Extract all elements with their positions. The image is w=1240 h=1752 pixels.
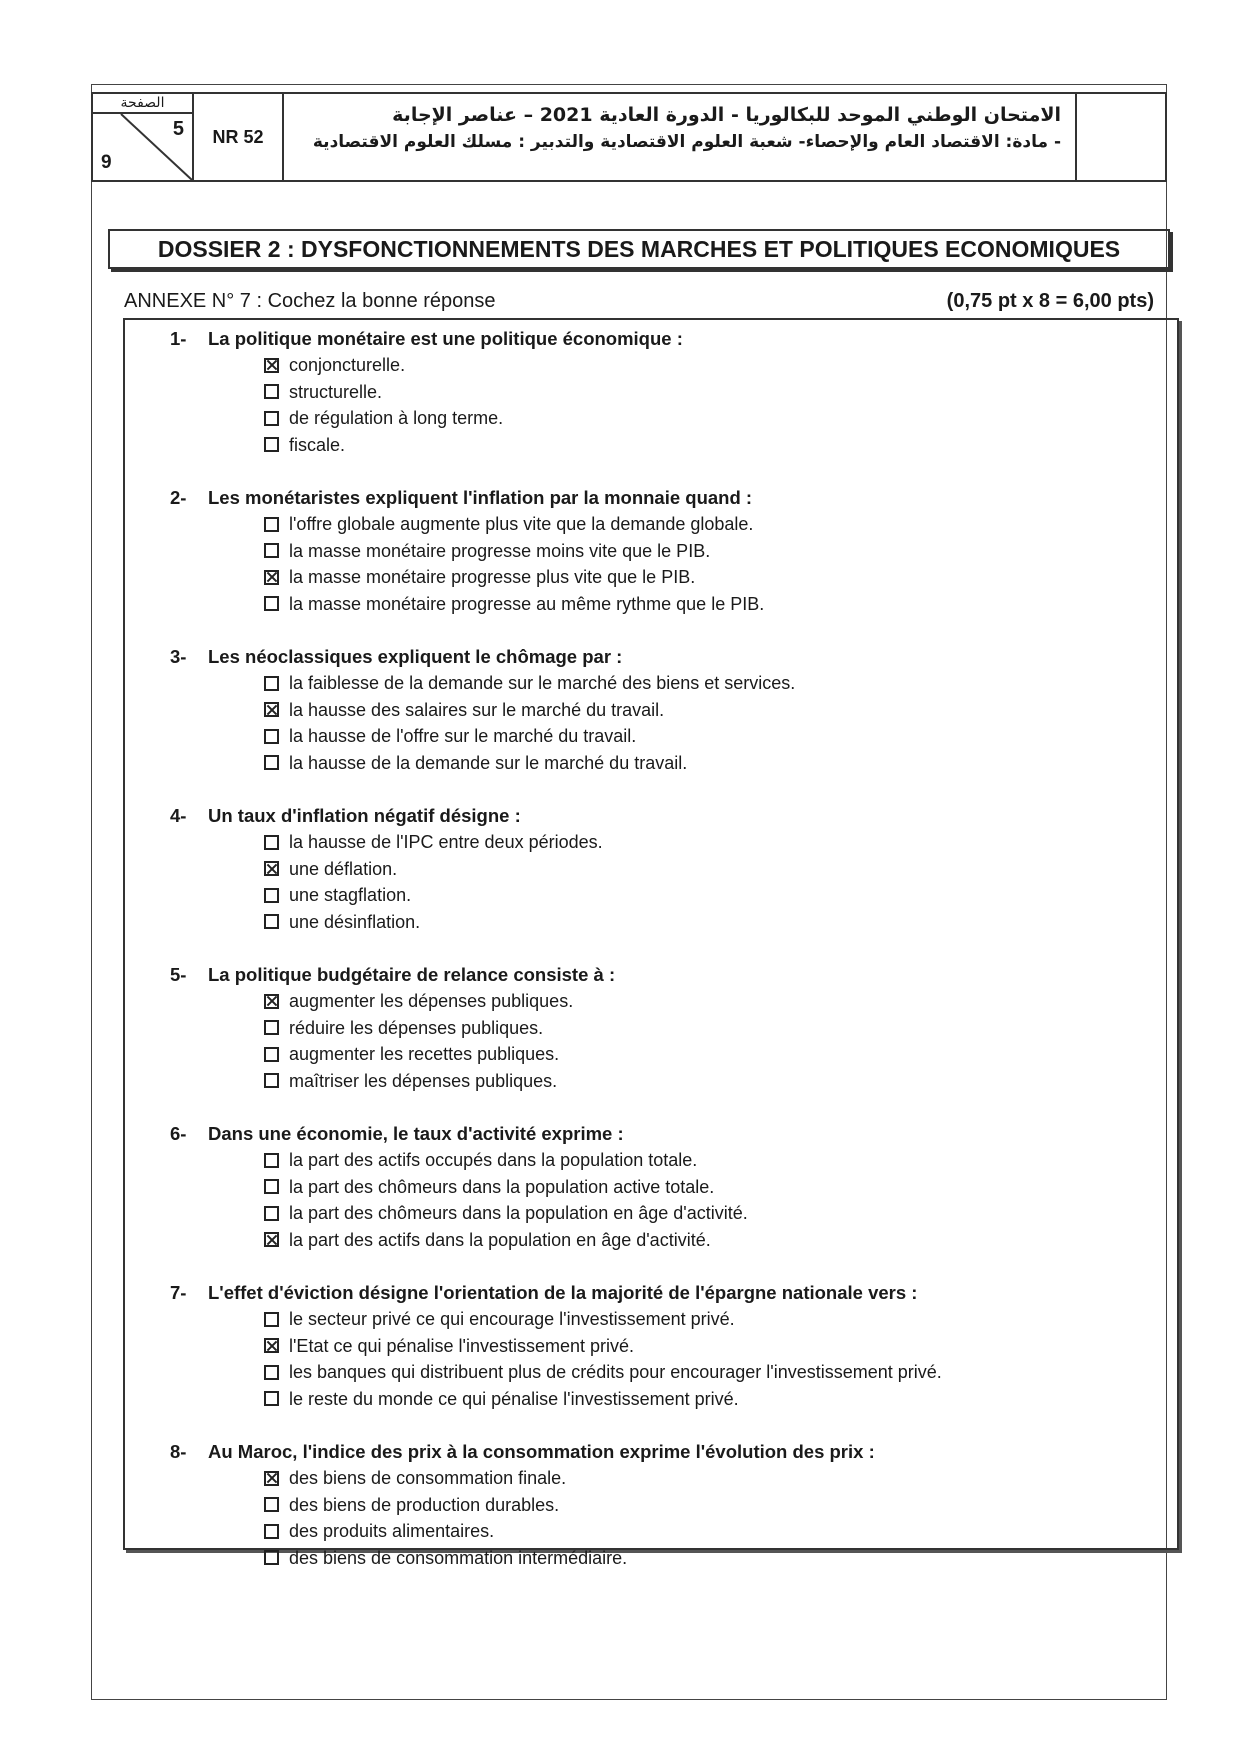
question-title [170, 485, 1170, 511]
page-total: 9 [101, 152, 112, 173]
answer-option-label: la part des chômeurs dans la population en âge d'activité. [289, 1203, 748, 1223]
question-number: 2- [170, 487, 187, 508]
answer-option-label: des produits alimentaires. [289, 1521, 495, 1541]
empty-checkbox[interactable] [264, 1365, 279, 1380]
question-number: 6- [170, 1123, 187, 1144]
empty-checkbox[interactable] [264, 914, 279, 929]
answer-option-label: la hausse des salaires sur le marché du travail. [289, 699, 665, 720]
empty-checkbox[interactable] [264, 517, 279, 532]
empty-checkbox[interactable] [264, 1179, 279, 1194]
empty-checkbox[interactable] [264, 755, 279, 770]
empty-checkbox[interactable] [264, 543, 279, 558]
answer-option-label: la part des actifs occupés dans la population totale. [289, 1150, 698, 1170]
header-empty-cell [1077, 94, 1165, 180]
question-title [170, 1121, 1170, 1147]
exam-title-line1: الامتحان الوطني الموحد للبكالوريا - الدورة العادية 2021 – عناصر الإجابة [392, 104, 1061, 126]
dossier-title: DOSSIER 2 : DYSFONCTIONNEMENTS DES MARCHES ET POLITIQUES ECONOMIQUES [108, 229, 1170, 269]
answer-option[interactable] [170, 723, 1170, 750]
answer-option-label: la masse monétaire progresse moins vite que le PIB. [289, 540, 711, 561]
checked-checkbox[interactable] [264, 570, 279, 585]
question-number: 5- [170, 964, 187, 985]
answer-option-label: une stagflation. [289, 885, 412, 905]
question-title [170, 1280, 1170, 1306]
question-number: 4- [170, 805, 187, 826]
answer-option[interactable] [170, 564, 1170, 591]
answer-option-label: maîtriser les dépenses publiques. [289, 1070, 558, 1091]
empty-checkbox[interactable] [264, 1153, 279, 1168]
empty-checkbox[interactable] [264, 411, 279, 426]
question-number: 7- [170, 1282, 187, 1303]
answer-option[interactable] [170, 1465, 1170, 1492]
answer-option[interactable] [170, 1333, 1170, 1360]
checked-checkbox[interactable] [264, 358, 279, 373]
answer-option-label: la hausse de la demande sur le marché du travail. [289, 752, 688, 773]
checked-checkbox[interactable] [264, 1471, 279, 1486]
answer-option-label: la part des actifs dans la population en âge d'activité. [289, 1229, 711, 1250]
question-text: Dans une économie, le taux d'activité exprime : [208, 1123, 624, 1144]
empty-checkbox[interactable] [264, 1047, 279, 1062]
question-text: La politique budgétaire de relance consiste à : [208, 964, 616, 985]
answer-option-label: la faiblesse de la demande sur le marché des biens et services. [289, 673, 796, 693]
answer-option-label: les banques qui distribuent plus de crédits pour encourager l'investissement privé. [289, 1362, 942, 1382]
exam-title-line2: - مادة: الاقتصاد العام والإحصاء- شعبة العلوم الاقتصادية والتدبير : مسلك العلوم الاقتصادية [312, 132, 1061, 152]
answer-option-label: la hausse de l'IPC entre deux périodes. [289, 832, 603, 852]
answer-option-label: des biens de consommation intermédiaire. [289, 1547, 628, 1568]
answer-option[interactable] [170, 1174, 1170, 1201]
empty-checkbox[interactable] [264, 1073, 279, 1088]
exam-code: NR 52 [194, 94, 284, 180]
annexe-header [124, 290, 1154, 313]
answer-option-label: des biens de production durables. [289, 1494, 560, 1515]
answer-option[interactable] [170, 1359, 1170, 1386]
empty-checkbox[interactable] [264, 1524, 279, 1539]
checked-checkbox[interactable] [264, 861, 279, 876]
answer-option[interactable] [170, 591, 1170, 618]
question-text: Au Maroc, l'indice des prix à la consommation exprime l'évolution des prix : [208, 1441, 875, 1462]
question-number: 1- [170, 328, 187, 349]
empty-checkbox[interactable] [264, 729, 279, 744]
checked-checkbox[interactable] [264, 1338, 279, 1353]
answer-option-label: le secteur privé ce qui encourage l'investissement privé. [289, 1309, 735, 1329]
empty-checkbox[interactable] [264, 888, 279, 903]
answer-option[interactable] [170, 988, 1170, 1015]
answer-option[interactable] [170, 1015, 1170, 1042]
answer-option[interactable] [170, 1227, 1170, 1254]
checked-checkbox[interactable] [264, 702, 279, 717]
answer-option-label: la hausse de l'offre sur le marché du travail. [289, 726, 637, 746]
empty-checkbox[interactable] [264, 1497, 279, 1512]
annexe-instruction: Cochez la bonne réponse [267, 290, 496, 312]
question-text: Les monétaristes expliquent l'inflation par la monnaie quand : [208, 487, 753, 508]
answer-option[interactable] [170, 432, 1170, 459]
answer-option-label: une désinflation. [289, 911, 421, 932]
question-text: Un taux d'inflation négatif désigne : [208, 805, 521, 826]
answer-option[interactable] [170, 882, 1170, 909]
answer-option[interactable] [170, 1041, 1170, 1068]
question-2 [170, 485, 1170, 617]
answer-option-label: réduire les dépenses publiques. [289, 1017, 544, 1038]
answer-option-label: structurelle. [289, 381, 383, 402]
question-title [170, 326, 1170, 352]
exam-header [91, 92, 1167, 182]
question-text: La politique monétaire est une politique économique : [208, 328, 683, 349]
answer-option[interactable] [170, 352, 1170, 379]
empty-checkbox[interactable] [264, 676, 279, 691]
empty-checkbox[interactable] [264, 1312, 279, 1327]
answer-option-label: augmenter les recettes publiques. [289, 1044, 560, 1064]
annexe-instruction-line [124, 290, 496, 313]
empty-checkbox[interactable] [264, 437, 279, 452]
answer-option[interactable] [170, 1492, 1170, 1519]
empty-checkbox[interactable] [264, 1206, 279, 1221]
answer-option-label: de régulation à long terme. [289, 408, 504, 428]
question-title [170, 962, 1170, 988]
answer-option[interactable] [170, 829, 1170, 856]
answer-option[interactable] [170, 538, 1170, 565]
question-number: 8- [170, 1441, 187, 1462]
answer-option[interactable] [170, 670, 1170, 697]
answer-option[interactable] [170, 405, 1170, 432]
question-5 [170, 962, 1170, 1094]
question-number: 3- [170, 646, 187, 667]
page-label: الصفحة [93, 94, 192, 114]
empty-checkbox[interactable] [264, 1020, 279, 1035]
page-number-box [93, 94, 194, 180]
empty-checkbox[interactable] [264, 1550, 279, 1565]
answer-option-label: l'Etat ce qui pénalise l'investissement privé. [289, 1335, 635, 1356]
annexe-points: (0,75 pt x 8 = 6,00 pts) [946, 290, 1154, 312]
answer-option[interactable] [170, 909, 1170, 936]
answer-option-label: une déflation. [289, 858, 398, 879]
answer-option[interactable] [170, 379, 1170, 406]
empty-checkbox[interactable] [264, 596, 279, 611]
question-4 [170, 803, 1170, 935]
question-list [170, 326, 1170, 1598]
empty-checkbox[interactable] [264, 1391, 279, 1406]
annexe-label: ANNEXE N° 7 : [124, 290, 268, 312]
question-title [170, 1439, 1170, 1465]
checked-checkbox[interactable] [264, 994, 279, 1009]
answer-option[interactable] [170, 750, 1170, 777]
answer-option-label: augmenter les dépenses publiques. [289, 991, 574, 1011]
answer-option-label: fiscale. [289, 434, 346, 455]
question-1 [170, 326, 1170, 458]
answer-option[interactable] [170, 1306, 1170, 1333]
question-7 [170, 1280, 1170, 1412]
answer-option[interactable] [170, 1200, 1170, 1227]
question-text: L'effet d'éviction désigne l'orientation de la majorité de l'épargne nationale vers : [208, 1282, 918, 1303]
answer-option-label: la part des chômeurs dans la population active totale. [289, 1176, 715, 1197]
answer-option-label: le reste du monde ce qui pénalise l'investissement privé. [289, 1388, 739, 1409]
page-number: 5 [172, 118, 184, 140]
question-6 [170, 1121, 1170, 1253]
answer-option[interactable] [170, 697, 1170, 724]
question-3 [170, 644, 1170, 776]
answer-option[interactable] [170, 856, 1170, 883]
answer-option[interactable] [170, 1147, 1170, 1174]
answer-option-label: la masse monétaire progresse au même rythme que le PIB. [289, 593, 765, 614]
answer-option[interactable] [170, 1545, 1170, 1572]
empty-checkbox[interactable] [264, 835, 279, 850]
answer-option[interactable] [170, 1386, 1170, 1413]
answer-option[interactable] [170, 511, 1170, 538]
checked-checkbox[interactable] [264, 1232, 279, 1247]
answer-option-label: conjoncturelle. [289, 355, 406, 375]
empty-checkbox[interactable] [264, 384, 279, 399]
question-title [170, 803, 1170, 829]
question-8 [170, 1439, 1170, 1571]
answer-option[interactable] [170, 1068, 1170, 1095]
answer-option-label: l'offre globale augmente plus vite que la demande globale. [289, 514, 754, 534]
question-text: Les néoclassiques expliquent le chômage par : [208, 646, 623, 667]
question-title [170, 644, 1170, 670]
answer-option[interactable] [170, 1518, 1170, 1545]
answer-option-label: la masse monétaire progresse plus vite que le PIB. [289, 567, 696, 587]
exam-title-box [284, 94, 1077, 180]
answer-option-label: des biens de consommation finale. [289, 1468, 567, 1488]
